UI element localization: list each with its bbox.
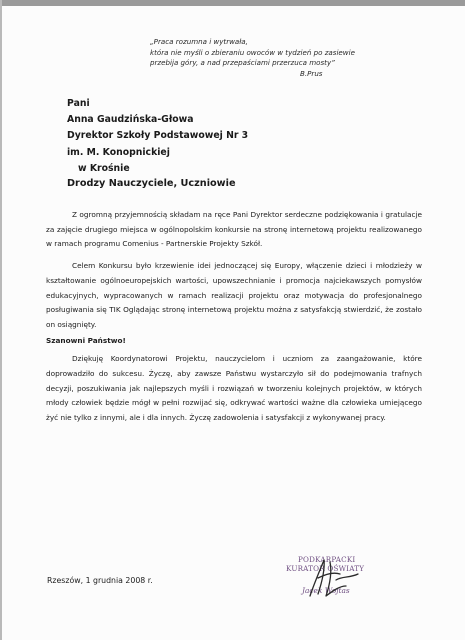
address-line: w Krośnie (78, 162, 130, 174)
motto-quote (150, 37, 450, 79)
body-paragraph: Celem Konkursu było krzewienie idei jednoczącej się Europy, włączenie dzieci i młodzieży w kształtowanie ogólnoeuropejskich wartości, upowszechnianie i promocja najciekawszych pomysłów edukacyjnych, wypracowanych w ramach realizacji projektu oraz motywacja do profesjonalnego posługiwania się TIK Oglądając stronę internetową projektu można z satysfakcją stwierdzić, że zostało on osiągnięty. (46, 261, 422, 329)
closing-paragraph: Dziękuję Koordynatorowi Projektu, nauczycielom i uczniom za zaangażowanie, które doprowadziło do sukcesu. Życzę, aby zawsze Państwu wystarczyło sił do podejmowania trafnych decyzji, poszukiwania jak najlepszych myśli i rozwiązań w tworzeniu kolejnych projektów, w których młody człowiek będzie mógł w pełni rozwijać się, odkrywać wartości ważne dla człowieka umiejącego żyć nie tylko z innymi, ale i dla innych. Życzę zadowolenia i satysfakcji z wykonywanej pracy. (46, 354, 422, 423)
greeting: Drodzy Nauczyciele, Uczniowie (67, 178, 236, 189)
motto-author: B.Prus (300, 68, 323, 78)
address-recipient-name: Anna Gaudzińska-Głowa (67, 114, 194, 126)
stamp-line: KURATOR OŚWIATY (286, 564, 365, 573)
scan-left-edge (0, 0, 2, 640)
address-line: Dyrektor Szkoły Podstawowej Nr 3 (67, 130, 249, 142)
address-line: im. M. Konopnickiej (67, 146, 170, 158)
address-line: Pani (67, 98, 90, 109)
letter-body (46, 208, 422, 433)
motto-line: która nie myśli o zbieraniu owoców w tydzień po zasiewie (150, 47, 355, 57)
body-paragraph: Z ogromną przyjemnością składam na ręce Pani Dyrektor serdeczne podziękowania i gratulacje za zajęcie drugiego miejsca w ogólnopolskim konkursie na stronę internetową projektu realizowanego w ramach programu Comenius - Partnerskie Projekty Szkół. (46, 210, 422, 249)
place-date: Rzeszów, 1 grudnia 2008 r. (47, 576, 153, 585)
handwritten-signature (300, 556, 362, 604)
stamp-line: PODKARPACKI (298, 555, 356, 564)
recipient-address (67, 96, 248, 177)
salutation: Szanowni Państwo! (46, 335, 126, 345)
motto-line: „Praca rozumna i wytrwała, (150, 37, 248, 46)
stamp-name: Jacek Wojtas (302, 586, 350, 595)
scan-top-edge (0, 0, 465, 6)
motto-line: przebija góry, a nad przepaściami przerzuca mosty” (150, 58, 335, 67)
